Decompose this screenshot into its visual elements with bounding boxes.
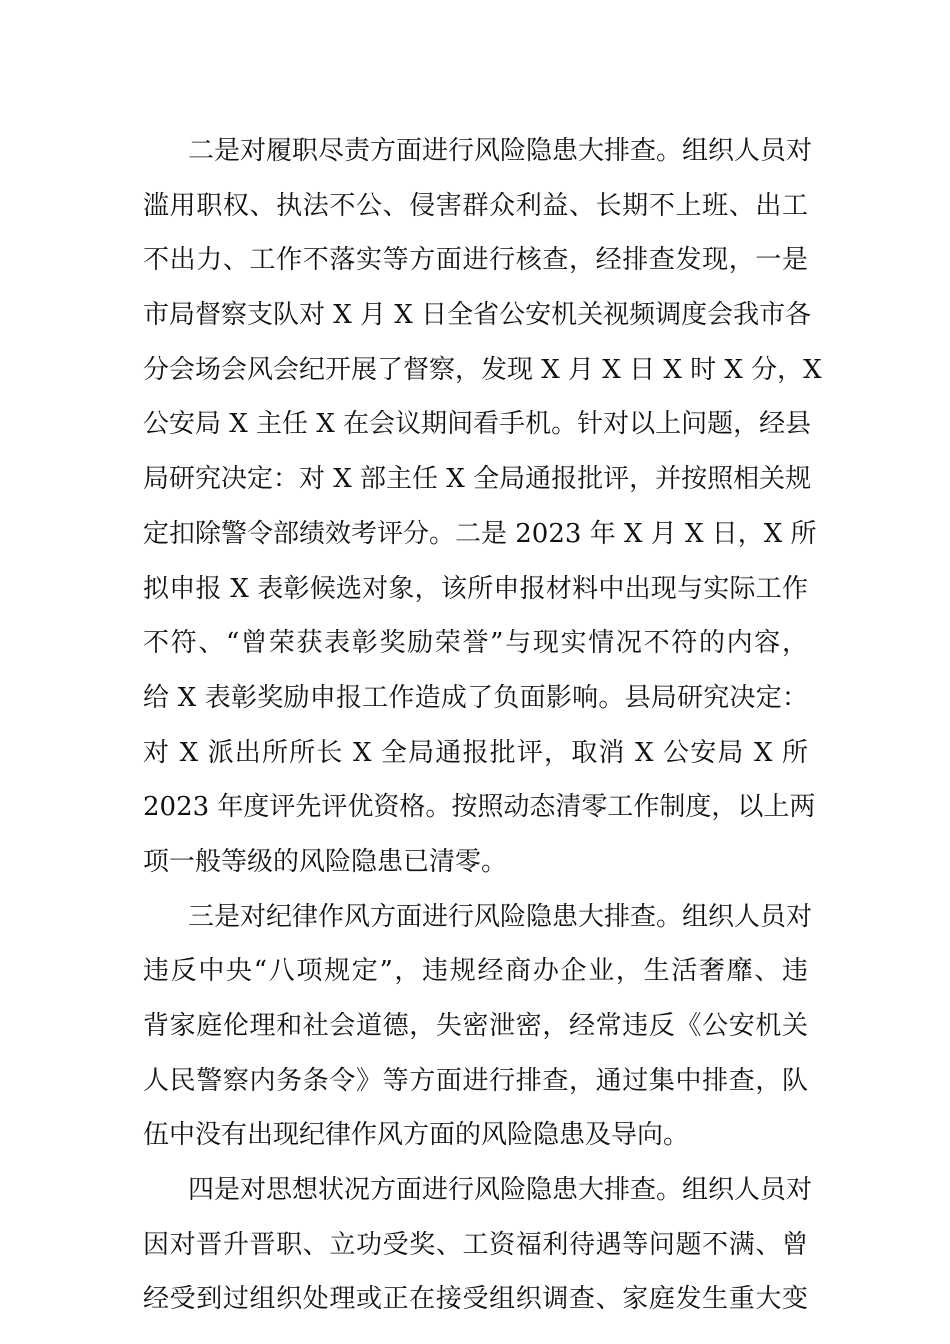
text-line: 分会场会风会纪开展了督察，发现 X 月 X 日 X 时 X 分，X xyxy=(143,354,822,385)
document-body xyxy=(143,124,822,1327)
text-line: 人民警察内务条令》等方面进行排查，通过集中排查，队 xyxy=(143,1065,808,1096)
text-line: 不符、“曾荣获表彰奖励荣誉”与现实情况不符的内容， xyxy=(143,628,808,659)
paragraph-discipline-style xyxy=(143,890,813,1163)
text-line: 2023 年度评先评优资格。按照动态清零工作制度，以上两 xyxy=(143,792,816,823)
text-line: 给 X 表彰奖励申报工作造成了负面影响。县局研究决定： xyxy=(143,682,808,713)
text-line: 二是对履职尽责方面进行风险隐患大排查。组织人员对 xyxy=(188,136,813,166)
paragraph-duty-performance xyxy=(143,124,822,890)
text-line: 因对晋升晋职、立功受奖、工资福利待遇等问题不满、曾 xyxy=(143,1229,808,1260)
text-line: 三是对纪律作风方面进行风险隐患大排查。组织人员对 xyxy=(188,901,813,932)
text-line: 滥用职权、执法不公、侵害群众利益、长期不上班、出工 xyxy=(143,190,808,221)
text-line: 对 X 派出所所长 X 全局通报批评，取消 X 公安局 X 所 xyxy=(143,737,808,768)
text-line: 定扣除警令部绩效考评分。二是 2023 年 X 月 X 日，X 所 xyxy=(143,518,817,549)
text-line: 局研究决定：对 X 部主任 X 全局通报批评，并按照相关规 xyxy=(143,464,812,495)
text-line: 经受到过组织处理或正在接受组织调查、家庭发生重大变 xyxy=(143,1284,808,1315)
text-line: 不出力、工作不落实等方面进行核查，经排查发现，一是 xyxy=(143,245,808,276)
text-line: 市局督察支队对 X 月 X 日全省公安机关视频调度会我市各 xyxy=(143,300,812,331)
text-line: 违反中央“八项规定”，违规经商办企业，生活奢靡、违 xyxy=(143,956,808,987)
text-line: 伍中没有出现纪律作风方面的风险隐患及导向。 xyxy=(143,1120,690,1151)
text-line: 公安局 X 主任 X 在会议期间看手机。针对以上问题，经县 xyxy=(143,409,812,440)
text-line: 背家庭伦理和社会道德，失密泄密，经常违反《公安机关 xyxy=(143,1011,808,1041)
text-line: 项一般等级的风险隐患已清零。 xyxy=(143,846,508,877)
text-line: 拟申报 X 表彰候选对象，该所申报材料中出现与实际工作 xyxy=(143,573,808,604)
paragraph-ideological-status xyxy=(143,1163,813,1327)
text-line: 四是对思想状况方面进行风险隐患大排查。组织人员对 xyxy=(188,1175,813,1206)
